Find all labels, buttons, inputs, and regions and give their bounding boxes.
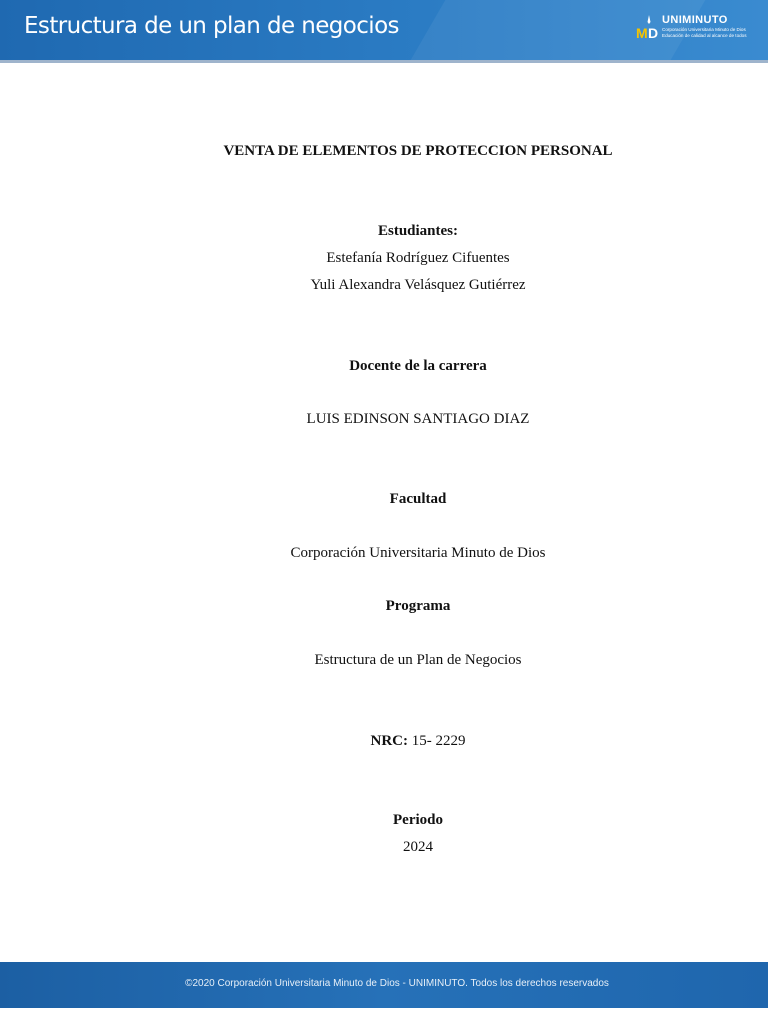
program-name: Estructura de un Plan de Negocios — [314, 652, 522, 668]
student-name: Yuli Alexandra Velásquez Gutiérrez — [310, 277, 526, 293]
header-band — [0, 0, 768, 60]
svg-text:M: M — [636, 25, 648, 41]
teacher-label: Docente de la carrera — [349, 358, 487, 374]
document-title: VENTA DE ELEMENTOS DE PROTECCION PERSONAL — [223, 143, 613, 159]
students-label: Estudiantes: — [377, 223, 459, 239]
header-title: Estructura de un plan de negocios — [24, 13, 399, 39]
teacher-name: LUIS EDINSON SANTIAGO DIAZ — [306, 411, 530, 427]
student-name: Estefanía Rodríguez Cifuentes — [326, 250, 510, 266]
uniminuto-logo — [636, 14, 760, 44]
program-label: Programa — [385, 598, 451, 614]
logo-tagline-secondary: Educación de calidad al alcance de todos — [662, 33, 747, 38]
logo-name: UNIMINUTO — [662, 14, 728, 26]
uniminuto-logo-icon — [636, 14, 662, 42]
faculty-name: Corporación Universitaria Minuto de Dios — [290, 545, 546, 561]
logo-tagline: Corporación Universitaria Minuto de Dios — [662, 27, 746, 32]
nrc-label: NRC: — [370, 733, 408, 749]
nrc-line — [0, 732, 768, 750]
period-value: 2024 — [403, 839, 433, 855]
svg-text:D: D — [648, 25, 659, 41]
copyright-text: ©2020 Corporación Universitaria Minuto de Dios - UNIMINUTO. Todos los derechos reservados — [185, 978, 609, 989]
faculty-label: Facultad — [389, 491, 447, 507]
footer-band — [0, 962, 768, 1008]
nrc-value: 15- 2229 — [411, 733, 466, 749]
period-label: Periodo — [393, 812, 443, 828]
header-divider — [0, 60, 768, 63]
